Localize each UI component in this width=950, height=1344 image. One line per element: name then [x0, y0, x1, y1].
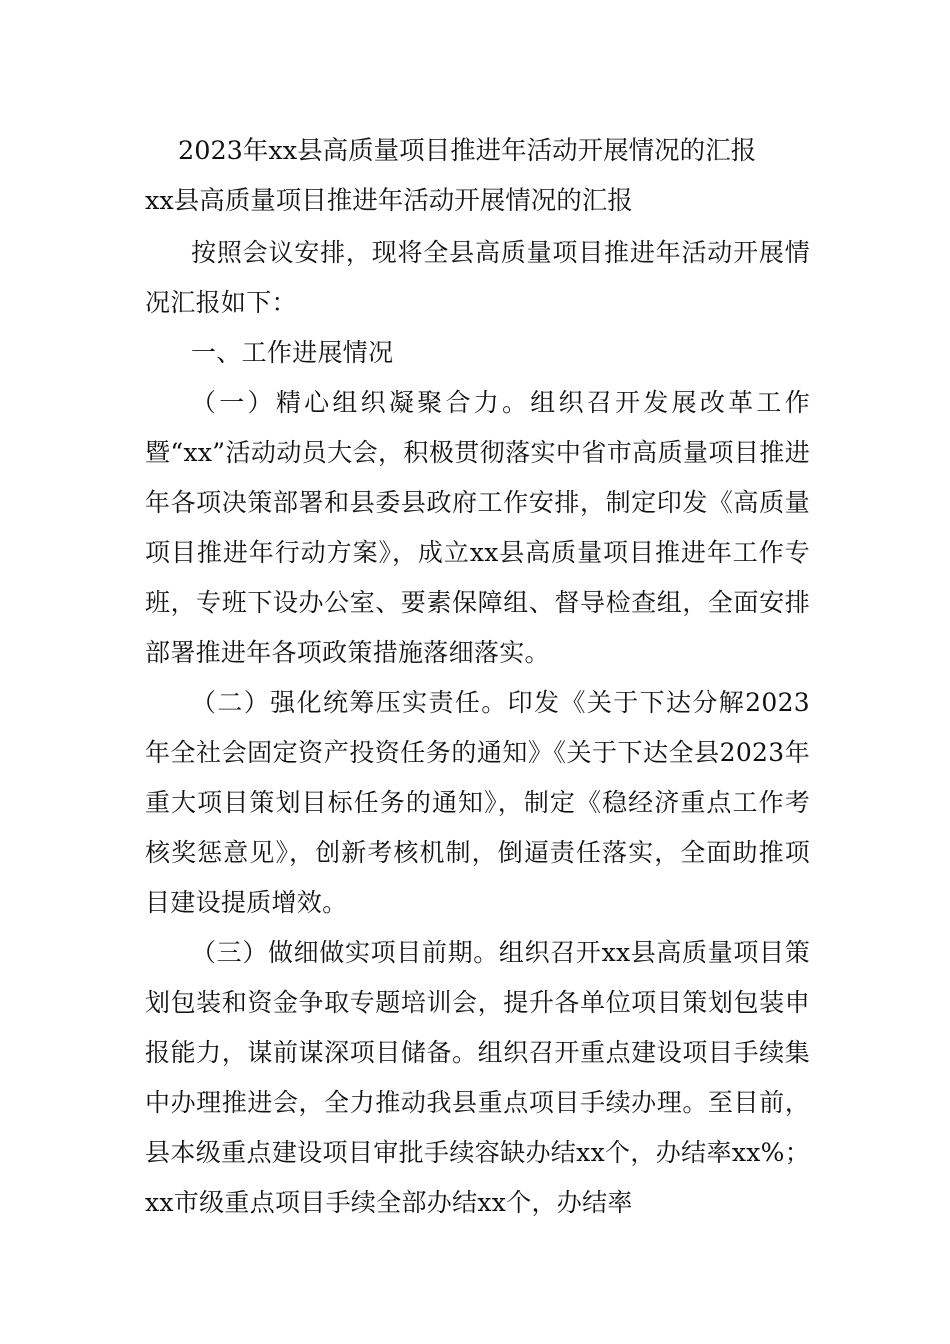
- intro-paragraph: 按照会议安排，现将全县高质量项目推进年活动开展情况汇报如下：: [145, 238, 810, 317]
- paragraph-3: （三）做细做实项目前期。组织召开xx县高质量项目策划包装和资金争取专题培训会，提升各单位项目策划包装申报能力，谋前谋深项目储备。组织召开重点建设项目手续集中办理推进会，全力推动我县重点项目手续办理。至目前，县本级重点建设项目审批手续容缺办结xx个，办结率xx%；xx市级重点项目手续全部办结xx个，办结率: [145, 938, 810, 1217]
- section-heading: 一、工作进展情况: [191, 338, 394, 367]
- paragraph-2: （二）强化统筹压实责任。印发《关于下达分解2023年全社会固定资产投资任务的通知》《关于下达全县2023年重大项目策划目标任务的通知》，制定《稳经济重点工作考核奖惩意见》，创新考核机制，倒逼责任落实，全面助推项目建设提质增效。: [145, 688, 810, 917]
- document-body: [145, 126, 810, 1228]
- document-title: 2023年xx县高质量项目推进年活动开展情况的汇报: [178, 136, 757, 166]
- document-subtitle: xx县高质量项目推进年活动开展情况的汇报: [145, 186, 633, 216]
- paragraph-1: （一）精心组织凝聚合力。组织召开发展改革工作暨“xx”活动动员大会，积极贯彻落实中省市高质量项目推进年各项决策部署和县委县政府工作安排，制定印发《高质量项目推进年行动方案》，成立xx县高质量项目推进年工作专班，专班下设办公室、要素保障组、督导检查组，全面安排部署推进年各项政策措施落细落实。: [145, 388, 810, 667]
